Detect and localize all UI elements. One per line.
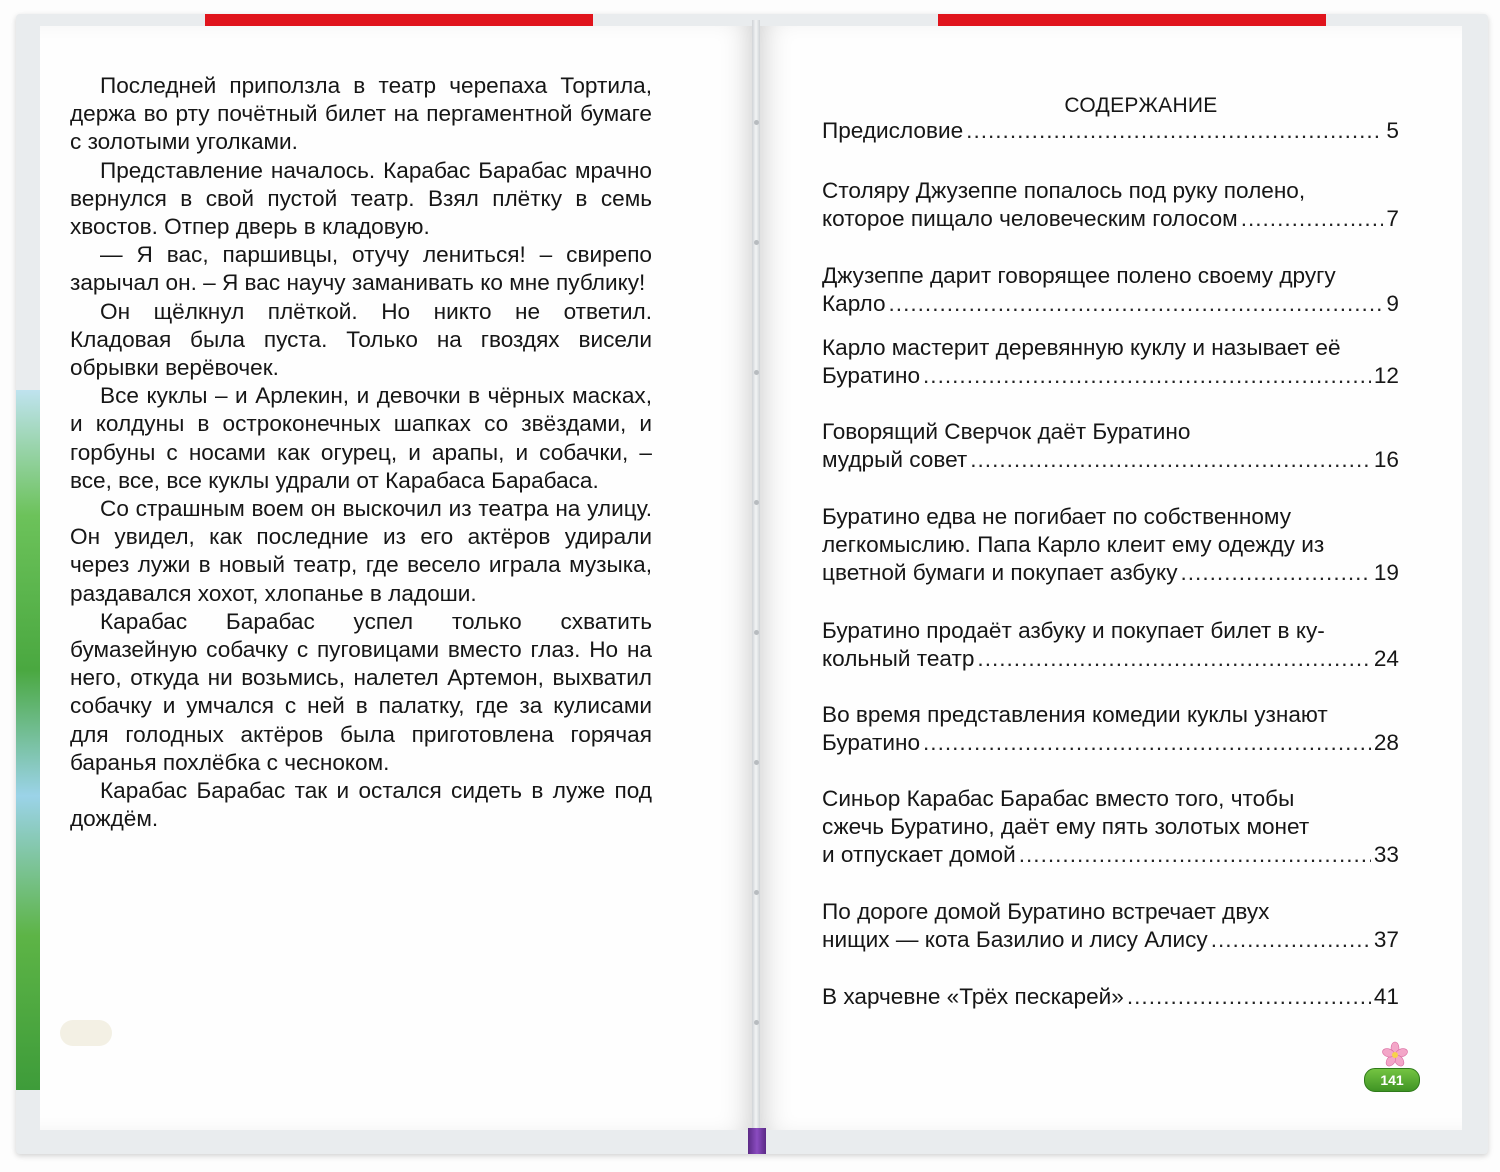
flower-icon	[1380, 1040, 1410, 1070]
story-paragraph: Последней приползла в театр черепаха Тортила, держа во рту почётный билет на пергаментной бумаге с золотыми уголками.	[70, 73, 652, 155]
toc-entry-title: которое пищало человеческим голосом	[822, 206, 1238, 232]
toc-dot-leader	[923, 729, 1371, 757]
toc-entry[interactable]	[822, 785, 1399, 870]
toc-entry-title: мудрый совет	[822, 447, 968, 473]
cover-illustration-edge	[16, 390, 42, 1090]
toc-entry-line: Во время представления комедии куклы узнают	[822, 702, 1328, 727]
toc-dot-leader	[1019, 841, 1371, 869]
toc-entry[interactable]	[822, 334, 1399, 390]
right-page-top-band	[938, 14, 1326, 26]
toc-entry-title: Буратино	[822, 363, 921, 389]
story-paragraph: Карабас Барабас так и остался сидеть в луже под дождём.	[70, 778, 652, 832]
toc-entry-line: Карло мастерит деревянную куклу и называет её	[822, 335, 1341, 360]
left-page-number-ghost	[60, 1020, 112, 1046]
toc-entry[interactable]	[822, 701, 1399, 757]
toc-page-number: 12	[1373, 363, 1399, 389]
toc-page-number: 9	[1386, 291, 1399, 317]
toc-entry-title: кольный театр	[822, 646, 975, 672]
toc-entry[interactable]	[822, 418, 1399, 474]
ribbon-bookmark[interactable]	[748, 1128, 766, 1154]
toc-dot-leader	[1241, 205, 1384, 233]
page-number: 141	[1364, 1068, 1420, 1092]
toc-entry-line: Джузеппе дарит говорящее полено своему другу	[822, 263, 1336, 288]
story-paragraph: Представление началось. Карабас Барабас мрачно вернулся в свой пустой театр. Взял плётку в семь хвостов. Отпер дверь в кладовую.	[70, 157, 652, 240]
toc-dot-leader	[970, 446, 1371, 474]
toc-dot-leader	[923, 362, 1371, 390]
toc-dot-leader	[1181, 559, 1371, 587]
toc-entry-title: нищих — кота Базилио и лису Алису	[822, 927, 1208, 953]
story-paragraph: — Я вас, паршивцы, отучу лениться! – свирепо зарычал он. – Я вас научу заманивать ко мне публику!	[70, 242, 652, 296]
toc-entry-title: Карло	[822, 291, 886, 317]
toc-entry[interactable]	[822, 983, 1399, 1011]
story-paragraph: Он щёлкнул плёткой. Но никто не ответил. Кладовая была пуста. Только на гвоздях висели обрывки верёвочек.	[70, 298, 652, 381]
toc-page-number: 41	[1373, 984, 1399, 1009]
toc-page-number: 24	[1373, 646, 1399, 672]
toc-entry-title: Буратино	[822, 730, 921, 756]
toc-entry[interactable]	[822, 262, 1399, 318]
toc-entry-title: цветной бумаги и покупает азбуку	[822, 560, 1178, 586]
toc-dot-leader	[889, 290, 1384, 318]
toc-page-number: 37	[1373, 927, 1399, 953]
left-page-top-band	[205, 14, 593, 26]
toc-page-number: 5	[1386, 118, 1399, 143]
toc-entry[interactable]	[822, 503, 1399, 588]
toc-dot-leader	[966, 117, 1383, 145]
toc-entry-line: Говорящий Сверчок даёт Буратино	[822, 419, 1191, 444]
story-text	[70, 72, 652, 833]
story-paragraph: Карабас Барабас успел только схватить бумазейную собачку с пуговицами вместо глаз. Но на него, откуда ни возьмись, налетел Артемон, выхватил собачку и умчался с ней в палатку, где за кулисами для голодных актёров была приготовлена горячая баранья похлёбка с чесноком.	[70, 608, 652, 775]
toc-entry[interactable]	[822, 177, 1399, 233]
toc-entry-line: Столяру Джузеппе попалось под руку полено,	[822, 178, 1306, 203]
toc-entry-title: и отпускает домой	[822, 842, 1016, 868]
toc-entry-line: сжечь Буратино, даёт ему пять золотых монет	[822, 814, 1310, 840]
toc-entry[interactable]	[822, 898, 1399, 954]
toc-dot-leader	[977, 645, 1370, 673]
toc-entry-line: По дороге домой Буратино встречает двух	[822, 899, 1270, 924]
toc-entry-line: Буратино едва не погибает по собственному	[822, 504, 1291, 529]
toc-page-number: 19	[1373, 560, 1399, 586]
toc-entry-title: В харчевне «Трёх пескарей»	[822, 984, 1124, 1009]
toc-entry-line: Синьор Карабас Барабас вместо того, чтобы	[822, 786, 1295, 811]
toc-page-number: 28	[1373, 730, 1399, 756]
story-paragraph: Все куклы – и Арлекин, и девочки в чёрных масках, и колдуны в остроконечных шапках со звёздами, и горбуны с носами как огурец, и арапы, и собачки, – все, все, все куклы удрали от Карабаса Барабаса.	[70, 383, 652, 493]
toc-entry-title: Предисловие	[822, 118, 964, 143]
toc-dot-leader	[1127, 983, 1371, 1011]
toc-page-number: 16	[1373, 447, 1399, 473]
toc-page-number: 7	[1386, 206, 1399, 232]
toc-entry-line: легкомыслию. Папа Карло клеит ему одежду из	[822, 532, 1325, 558]
toc-entry[interactable]	[822, 617, 1399, 673]
toc-title: СОДЕРЖАНИЕ	[1064, 94, 1218, 117]
toc-dot-leader	[1211, 926, 1371, 954]
toc-page-number: 33	[1373, 842, 1399, 868]
toc-entry[interactable]	[822, 117, 1399, 145]
toc-entry-line: Буратино продаёт азбуку и покупает билет в ку-	[822, 618, 1325, 643]
story-paragraph: Со страшным воем он выскочил из театра на улицу. Он увидел, как последние из его актёров удирали через лужи в новый театр, где весело играла музыка, раздавался хохот, хлопанье в ладоши.	[70, 496, 652, 606]
book-gutter	[752, 20, 760, 1132]
